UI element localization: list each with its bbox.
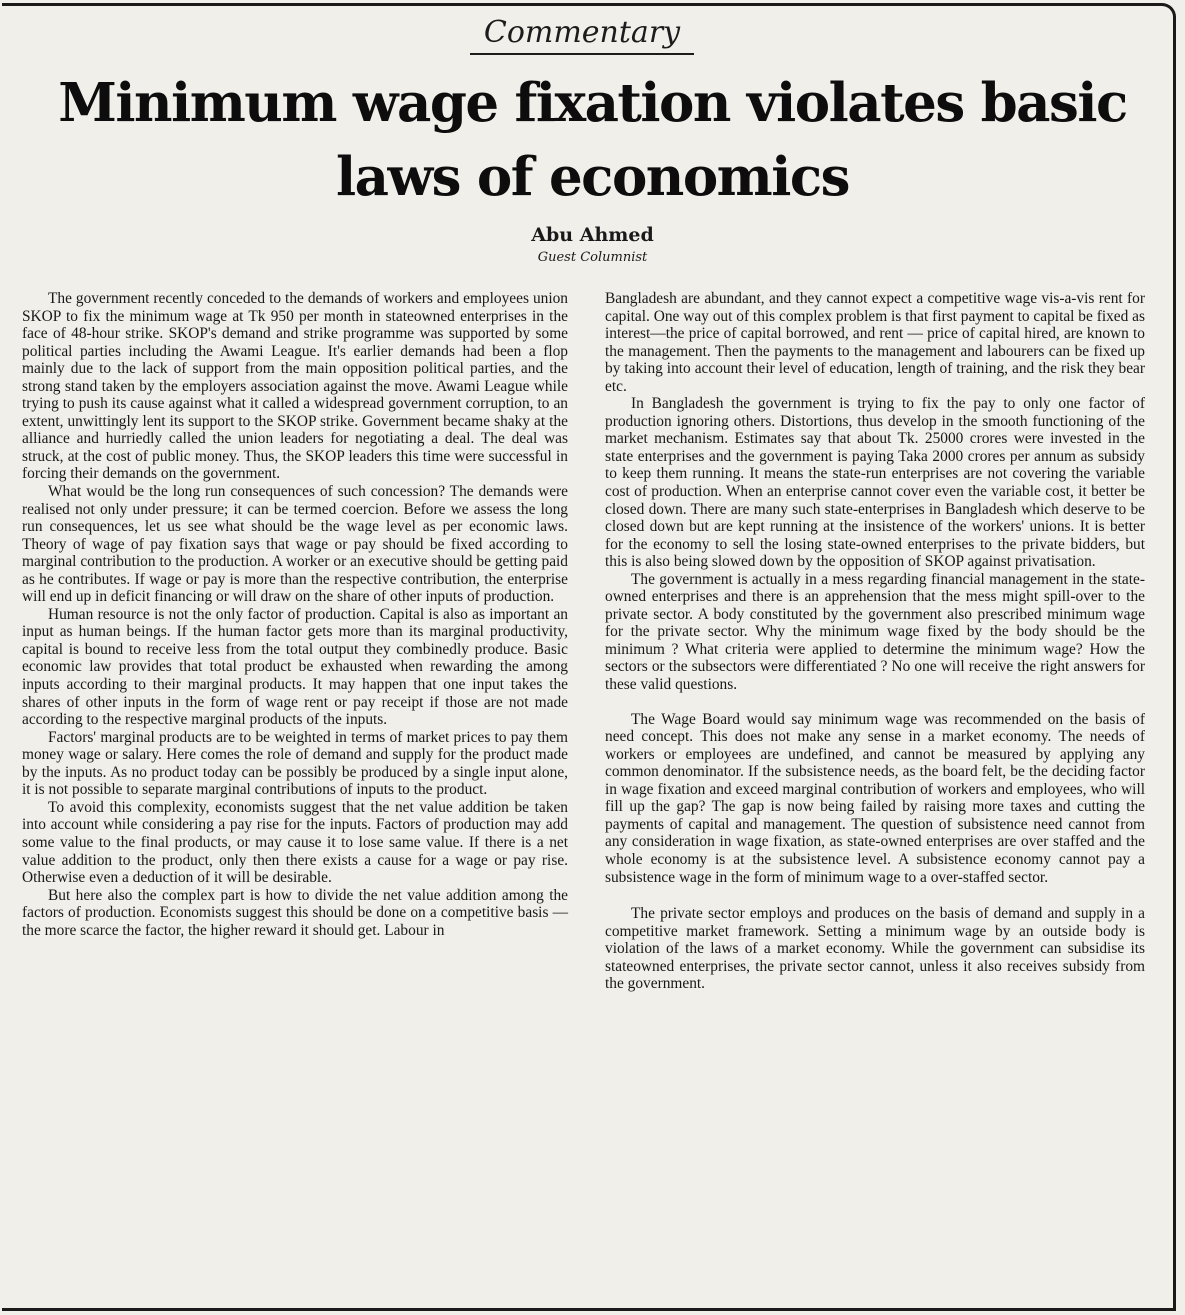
paragraph: To avoid this complexity, economists suggest that the net value addition be taken into account while considering a pay rise for the inputs. Factors of production may add some value to the final products, or may cause it to lose same value. If there is a net value addition to the product, only then there exists a cause for a wage or pay rise. Otherwise even a deduction of it will be desirable. (22, 798, 568, 887)
section-kicker: Commentary (483, 15, 681, 50)
paragraph: Human resource is not the only factor of production. Capital is also as important an input as human beings. If the human factor gets more than its marginal productivity, capital is bound to receive less from the total output they combinedly produce. Basic economic law provides that total product be exhausted when rewarding the among inputs according to their marginal products. It may happen that one input takes the shares of other inputs in the form of wage rent or pay receipt if those are not made according to the respective marginal products of the inputs. (22, 605, 568, 729)
author-name: Abu Ahmed (531, 224, 654, 246)
article-column-left (22, 290, 568, 939)
paragraph-spacer (605, 886, 1145, 905)
kicker-underline (470, 53, 694, 55)
paragraph: The Wage Board would say minimum wage was recommended on the basis of need concept. This does not make any sense in a market economy. The needs of workers or employees are undefined, and cannot be measured by applying any common denominator. If the subsistence needs, as the board felt, be the deciding factor in wage fixation and exceed marginal contribution of workers and employees, who will fill up the gap? The gap is now being failed by raising more taxes and cutting the payments of capital and management. The question of subsistence need cannot from any consideration in wage fixation, as state-owned enterprises are over staffed and the whole economy is at the subsistence level. A subsistence economy cannot pay a subsistence wage in the form of minimum wage to a over-staffed sector. (605, 710, 1145, 886)
author-role: Guest Columnist (537, 250, 648, 265)
headline (0, 66, 1185, 214)
headline-line-1: Minimum wage fixation violates basic (58, 72, 1127, 134)
paragraph: The private sector employs and produces on the basis of demand and supply in a competitive market framework. Setting a minimum wage by an outside body is violation of the laws of a market economy. While the government can subsidise its stateowned enterprises, the private sector cannot, unless it also receives subsidy from the government. (605, 905, 1145, 993)
paragraph: In Bangladesh the government is trying to fix the pay to only one factor of production ignoring others. Distortions, thus develop in the smooth functioning of the market mechanism. Estimates say that about Tk. 25000 crores were invested in the state enterprises and the government is paying Taka 2000 crores per annum as subsidy to keep them running. It means the state-run enterprises are not covering the variable cost of production. When an enterprise cannot cover even the variable cost, it better be closed down. There are many such state-enterprises in Bangladesh which deserve to be closed down but are kept running at the insistence of the workers' unions. It is better for the economy to sell the losing state-owned enterprises to the private bidders, but this is also being slowed down by the opposition of SKOP against privatisation. (605, 395, 1145, 571)
paragraph: The government recently conceded to the demands of workers and employees union SKOP to fix the minimum wage at Tk 950 per month in stateowned enterprises in the face of 48-hour strike. SKOP's demand and strike programme was supported by some political parties including the Awami League. It's earlier demands had been a flop mainly due to the lack of support from the main opposition political parties, and the strong stand taken by the employers association against the move. Awami League while trying to push its cause against what it called a widespread government corruption, to an extent, unwittingly lent its support to the SKOP strike. Government became shaky at the alliance and hurriedly called the union leaders for negotiating a deal. The deal was struck, at the cost of public money. Thus, the SKOP leaders this time were successful in forcing their demands on the government. (22, 290, 568, 483)
paragraph: The government is actually in a mess regarding financial management in the state-owned enterprises and there is an apprehension that the mess might spill-over to the private sector. A body constituted by the government also prescribed minimum wage for the private sector. Why the minimum wage fixed by the body should be the minimum ? What criteria were applied to determine the minimum wage? How the sectors or the subsectors were differentiated ? No one will receive the right answers for these valid questions. (605, 570, 1145, 694)
paragraph: Factors' marginal products are to be weighted in terms of market prices to pay them money wage or salary. Here comes the role of demand and supply for the product made by the inputs. As no product today can be possibly be produced by a single input alone, it is not possible to separate marginal contributions of inputs to the product. (22, 728, 568, 799)
paragraph: But here also the complex part is how to divide the net value addition among the factors of production. Economists suggest this should be done on a competitive basis — the more scarce the factor, the higher reward it should get. Labour in (22, 886, 568, 939)
paragraph-spacer (605, 694, 1145, 711)
paragraph: Bangladesh are abundant, and they cannot expect a competitive wage vis-a-vis rent for capital. One way out of this complex problem is that first payment to capital be fixed as interest—the price of capital borrowed, and rent — price of capital hired, are known to the management. Then the payments to the management and labourers can be fixed up by taking into account their level of education, length of training, and the risk they bear etc. (605, 290, 1145, 395)
article-column-right (605, 290, 1145, 993)
headline-line-2: laws of economics (335, 146, 850, 208)
paragraph: What would be the long run consequences of such concession? The demands were realised not only under pressure; it can be termed coercion. Before we assess the long run consequences, let us see what should be the wage level as per economic laws. Theory of wage of pay fixation says that wage or pay should be fixed according to marginal contribution to the production. A worker or an executive should be getting paid as he contributes. If wage or pay is more than the respective contribution, the enterprise will end up in deficit financing or will draw on the share of other inputs of production. (22, 483, 568, 606)
